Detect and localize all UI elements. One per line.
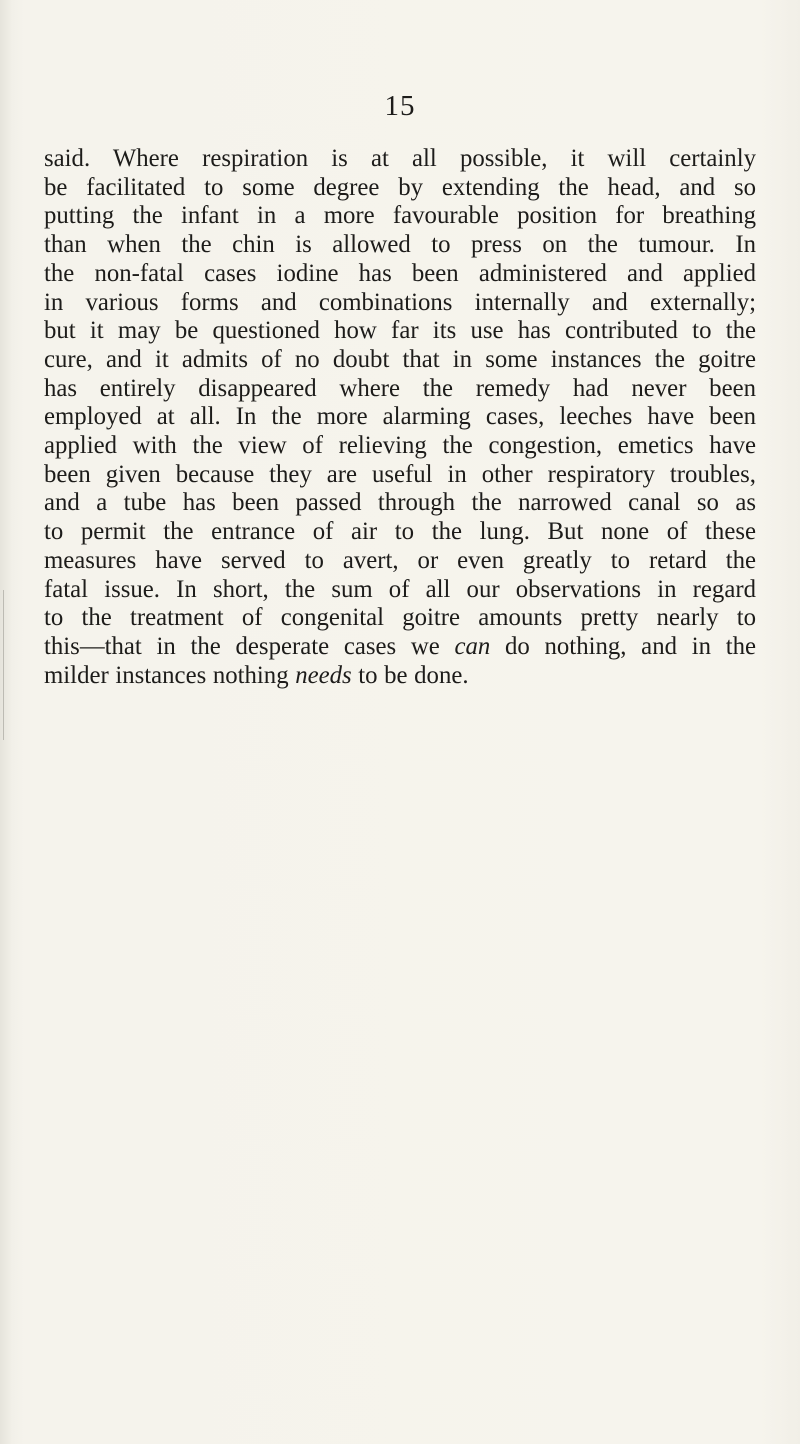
text-line: and a tube has been passed through the narrowed canal so as (44, 489, 756, 517)
text-line: putting the infant in a more favourable position for breathing (44, 202, 756, 230)
text-line-last (44, 662, 756, 691)
text-line: been given because they are useful in other respiratory troubles, (44, 460, 756, 488)
text-line: to permit the entrance of air to the lung. But none of these (44, 518, 756, 546)
text-line: to the treatment of congenital goitre amounts pretty nearly to (44, 604, 756, 632)
text-line: the non-fatal cases iodine has been administered and applied (44, 259, 756, 287)
page-edge-shadow (0, 0, 12, 1444)
text-line: be facilitated to some degree by extending the head, and so (44, 173, 756, 201)
text-line: applied with the view of relieving the congestion, emetics have (44, 432, 756, 460)
page-crease (3, 590, 4, 740)
emphasis-needs: needs (295, 661, 352, 689)
text-line: has entirely disappeared where the remedy had never been (44, 374, 756, 402)
text-line: than when the chin is allowed to press on the tumour. In (44, 231, 756, 259)
text-line: fatal issue. In short, the sum of all our observations in regard (44, 575, 756, 603)
text-run: do nothing, and in the (490, 632, 756, 660)
text-run: milder instances nothing (44, 661, 296, 689)
text-line: said. Where respiration is at all possible, it will certainly (44, 145, 756, 172)
text-run: this—that in the desperate cases we (44, 632, 455, 660)
text-line: cure, and it admits of no doubt that in some instances the goitre (44, 345, 756, 373)
text-line (44, 633, 756, 662)
text-line: but it may be questioned how far its use has contributed to the (44, 317, 756, 345)
text-line: in various forms and combinations internally and externally; (44, 288, 756, 316)
page-number: 15 (384, 90, 416, 122)
text-run: to be done. (351, 661, 469, 689)
emphasis-can: can (454, 632, 491, 660)
text-line: employed at all. In the more alarming cases, leeches have been (44, 403, 756, 431)
body-paragraph (44, 145, 756, 690)
text-line: measures have served to avert, or even greatly to retard the (44, 546, 756, 574)
